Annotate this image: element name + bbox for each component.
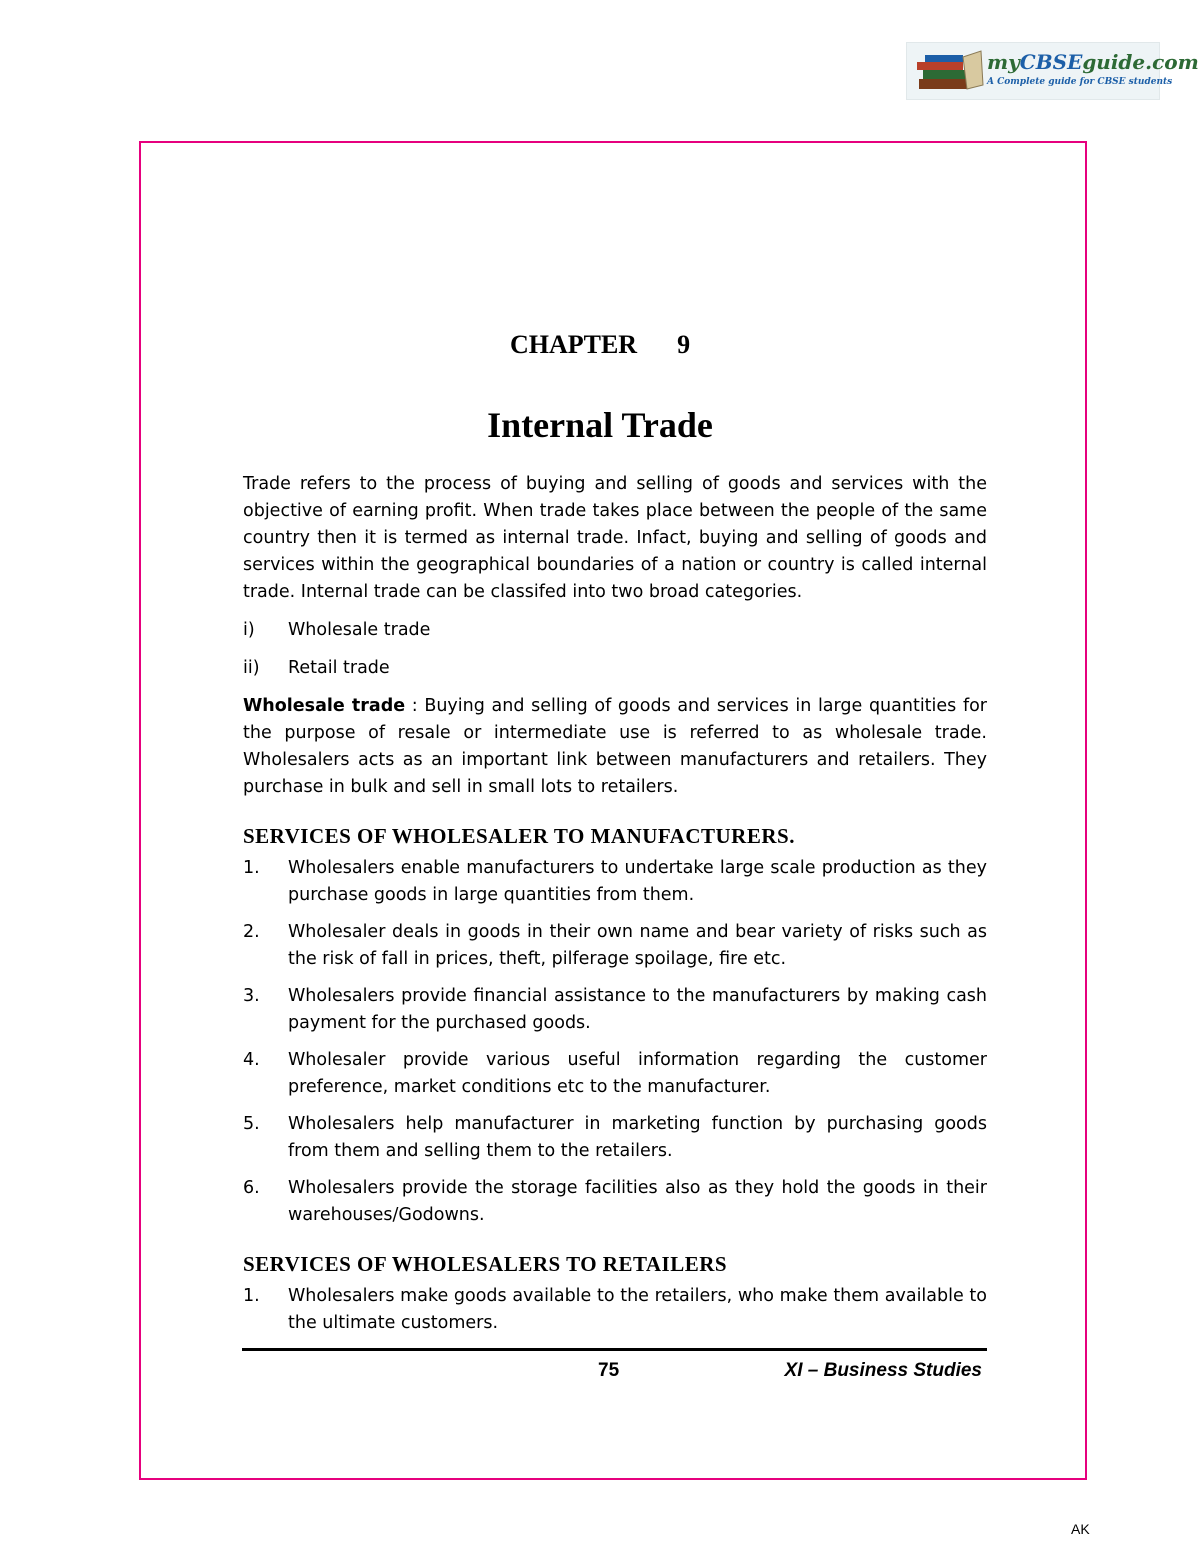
wholesale-definition-text: : Buying and selling of goods and services in large quantities for the purpose of resale or intermediate use is referred to as wholesale trade. Wholesalers acts as an important link between manufacturers and retailers. They purchase in bulk and sell in small lots to retailers.: [243, 696, 988, 797]
list-item: [243, 655, 987, 682]
corner-mark: AK: [1071, 1521, 1090, 1537]
list-marker: 2.: [243, 922, 260, 942]
list-item: [243, 1283, 987, 1337]
list-text: Wholesalers enable manufacturers to undertake large scale production as they purchase goods in large quantities from them.: [288, 858, 987, 905]
site-logo[interactable]: [906, 42, 1199, 100]
page-title: Internal Trade: [487, 405, 713, 445]
list-item: [243, 855, 987, 909]
list-text: Wholesalers make goods available to the retailers, who make them available to the ultimate customers.: [288, 1286, 987, 1333]
list-text: Wholesaler provide various useful information regarding the customer preference, market conditions etc to the manufacturer.: [288, 1050, 987, 1097]
list-marker: 3.: [243, 986, 260, 1006]
list-text: Wholesalers provide financial assistance to the manufacturers by making cash payment for the purchased goods.: [288, 986, 987, 1033]
page-number: 75: [598, 1360, 620, 1381]
list-marker: 1.: [243, 858, 260, 878]
intro-paragraph: Trade refers to the process of buying and selling of goods and services with the objective of earning profit. When trade takes place between the people of the same country then it is termed as internal trade. Infact, buying and selling of goods and services within the geographical boundaries of a nation or country is called internal trade. Internal trade can be classifed into two broad categories.: [243, 474, 987, 602]
book-title: XI – Business Studies: [784, 1360, 982, 1381]
list-item: [243, 1047, 987, 1101]
list-text: Wholesale trade: [288, 620, 431, 640]
list-text: Wholesalers help manufacturer in marketing function by purchasing goods from them and selling them to the retailers.: [288, 1114, 987, 1161]
footer-rule: [242, 1348, 987, 1351]
document-body: [243, 471, 987, 1337]
wholesale-term: Wholesale trade: [243, 696, 406, 716]
list-item: [243, 617, 987, 644]
logo-tagline: A Complete guide for CBSE students: [987, 77, 1173, 87]
chapter-heading: [0, 330, 1200, 360]
wholesale-definition: [243, 693, 987, 801]
list-marker: ii): [243, 658, 260, 678]
list-text: Wholesaler deals in goods in their own name and bear variety of risks such as the risk of fall in prices, theft, pilferage spoilage, fire etc.: [288, 922, 987, 969]
list-marker: 4.: [243, 1050, 260, 1070]
logo-name: myCBSEguide.com: [987, 50, 1199, 74]
section-heading-manufacturers: SERVICES OF WHOLESALER TO MANUFACTURERS.: [243, 824, 795, 848]
list-marker: 5.: [243, 1114, 260, 1134]
books-icon: [915, 49, 985, 93]
chapter-number: 9: [677, 330, 691, 359]
list-marker: 1.: [243, 1286, 260, 1306]
list-marker: 6.: [243, 1178, 260, 1198]
list-marker: i): [243, 620, 255, 640]
section-heading-retailers: SERVICES OF WHOLESALERS TO RETAILERS: [243, 1252, 728, 1276]
list-item: [243, 1175, 987, 1229]
list-item: [243, 919, 987, 973]
list-text: Wholesalers provide the storage facilities also as they hold the goods in their warehouses/Godowns.: [288, 1178, 987, 1225]
list-text: Retail trade: [288, 658, 390, 678]
list-item: [243, 983, 987, 1037]
chapter-label: CHAPTER: [509, 330, 638, 359]
list-item: [243, 1111, 987, 1165]
